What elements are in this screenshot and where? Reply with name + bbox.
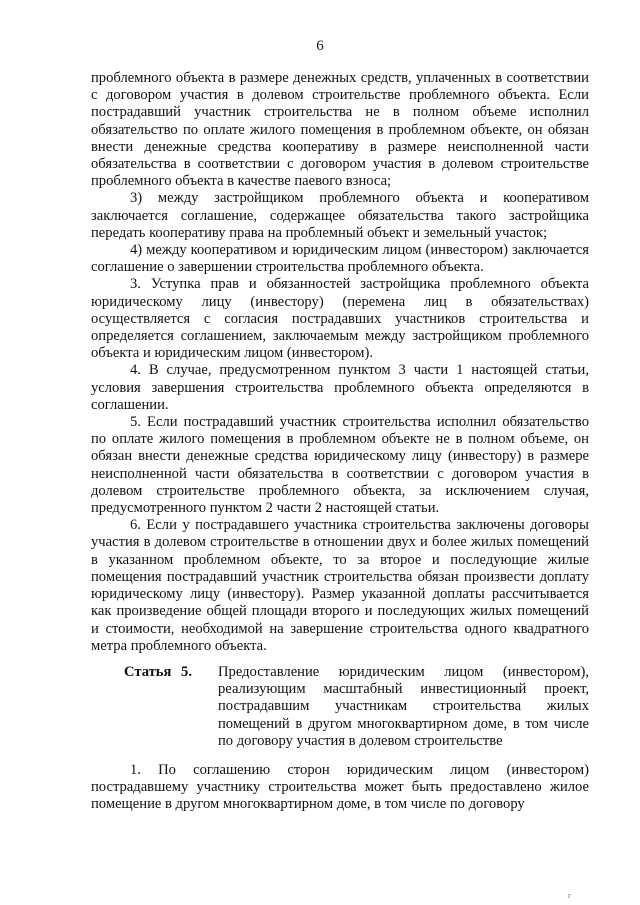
paragraph: 3) между застройщиком проблемного объекта и кооперативом заключается соглашение, содержащее обязательства такого застройщика передать кооперативу права на проблемный объект и земельный участок; <box>91 190 589 241</box>
article-label: Статья 5. <box>124 663 192 680</box>
paragraphs-top <box>91 70 589 655</box>
paragraph: 6. Если у пострадавшего участника строительства заключены договоры участия в долевом строительстве в отношении двух и более жилых помещений в указанном проблемном объекте, то за второе и последующие жилые помещения пострадавший участник строительства обязан произвести доплату юридическому лицу (инвестору). Размер указанной доплаты рассчитывается как произведение общей площади второго и последующих жилых помещений и стоимости, необходимой на завершение строительства одного квадратного метра проблемного объекта. <box>91 517 589 654</box>
paragraph: проблемного объекта в размере денежных средств, уплаченных в соответствии с договором участия в долевом строительстве проблемного объекта. Если пострадавший участник строительства не в полном объеме исполнил обязательство по оплате жилого помещения в проблемном объекте, он обязан внести денежные средства кооперативу в размере неисполненной части обязательства в соответствии с договором участия в долевом строительстве проблемного объекта в качестве паевого взноса; <box>91 70 589 190</box>
paragraph: 3. Уступка прав и обязанностей застройщика проблемного объекта юридическому лицу (инвестору) (перемена лиц в обязательствах) осуществляется с согласия пострадавших участников строительства и определяется соглашением, заключаемым между застройщиком проблемного объекта и юридическим лицом (инвестором). <box>91 276 589 362</box>
paragraph: 4) между кооперативом и юридическим лицом (инвестором) заключается соглашение о завершении строительства проблемного объекта. <box>91 242 589 276</box>
paragraphs-bottom <box>91 762 589 814</box>
paragraph: 1. По соглашению сторон юридическим лицом (инвестором) пострадавшему участнику строительства может быть предоставлено жилое помещение в другом многоквартирном доме, в том числе по договору <box>91 761 589 813</box>
document-body <box>91 70 589 814</box>
corner-mark: г <box>568 891 572 900</box>
article-title: Предоставление юридическим лицом (инвестором), реализующим масштабный инвестиционный проект, пострадавшим участникам строительства жилых помещений в другом многоквартирном доме, в том числе по договору участия в долевом строительстве <box>218 663 589 749</box>
paragraph: 5. Если пострадавший участник строительства исполнил обязательство по оплате жилого помещения в проблемном объекте не в полном объеме, он обязан внести денежные средства юридическому лицу (инвестору) в размере неисполненной части обязательства в соответствии с договором участия в долевом строительстве проблемного объекта, за исключением случая, предусмотренного пунктом 2 части 2 настоящей статьи. <box>91 414 589 517</box>
page-number: 6 <box>316 38 324 54</box>
article-heading <box>91 664 589 750</box>
paragraph: 4. В случае, предусмотренном пунктом 3 части 1 настоящей статьи, условия завершения строительства проблемного объекта определяются в соглашении. <box>91 362 589 413</box>
